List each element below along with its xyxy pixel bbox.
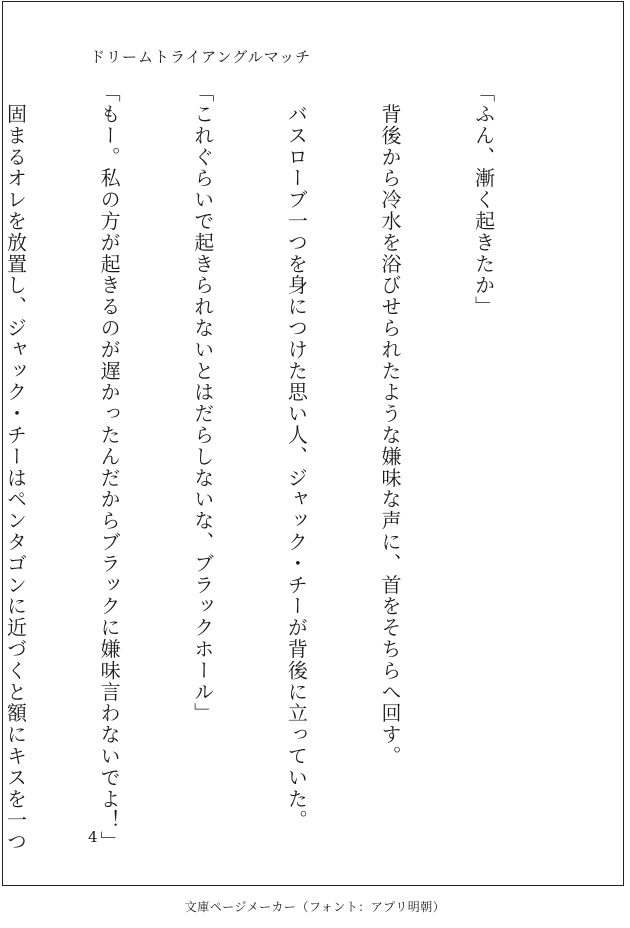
text-line: 「もー。私の方が起きるのが遅かったんだからブラックに嫌味言わないでよ！」 <box>97 82 122 853</box>
running-header: ドリームトライアングルマッチ <box>90 48 312 66</box>
text-line: 「これぐらいで起きられないとはだらしないな、ブラックホール」 <box>190 82 215 724</box>
text-line: バスローブ一つを身につけた思い人、ジャック・チーが背後に立っていた。 <box>284 82 309 831</box>
text-line: 固まるオレを放置し、ジャック・チーはペンタゴンに近づくと額にキスを一つ <box>3 82 28 853</box>
page-frame <box>2 1 624 886</box>
text-line: 「ふん、漸く起きたか」 <box>471 82 496 318</box>
body-text <box>0 82 561 853</box>
text-line: 背後から冷水を浴びせられたような嫌味な声に、首をそちらへ回す。 <box>377 82 402 767</box>
page-number: 4 <box>88 828 98 846</box>
app-credit: 文庫ページメーカー（フォント：アプリ明朝） <box>184 900 446 914</box>
